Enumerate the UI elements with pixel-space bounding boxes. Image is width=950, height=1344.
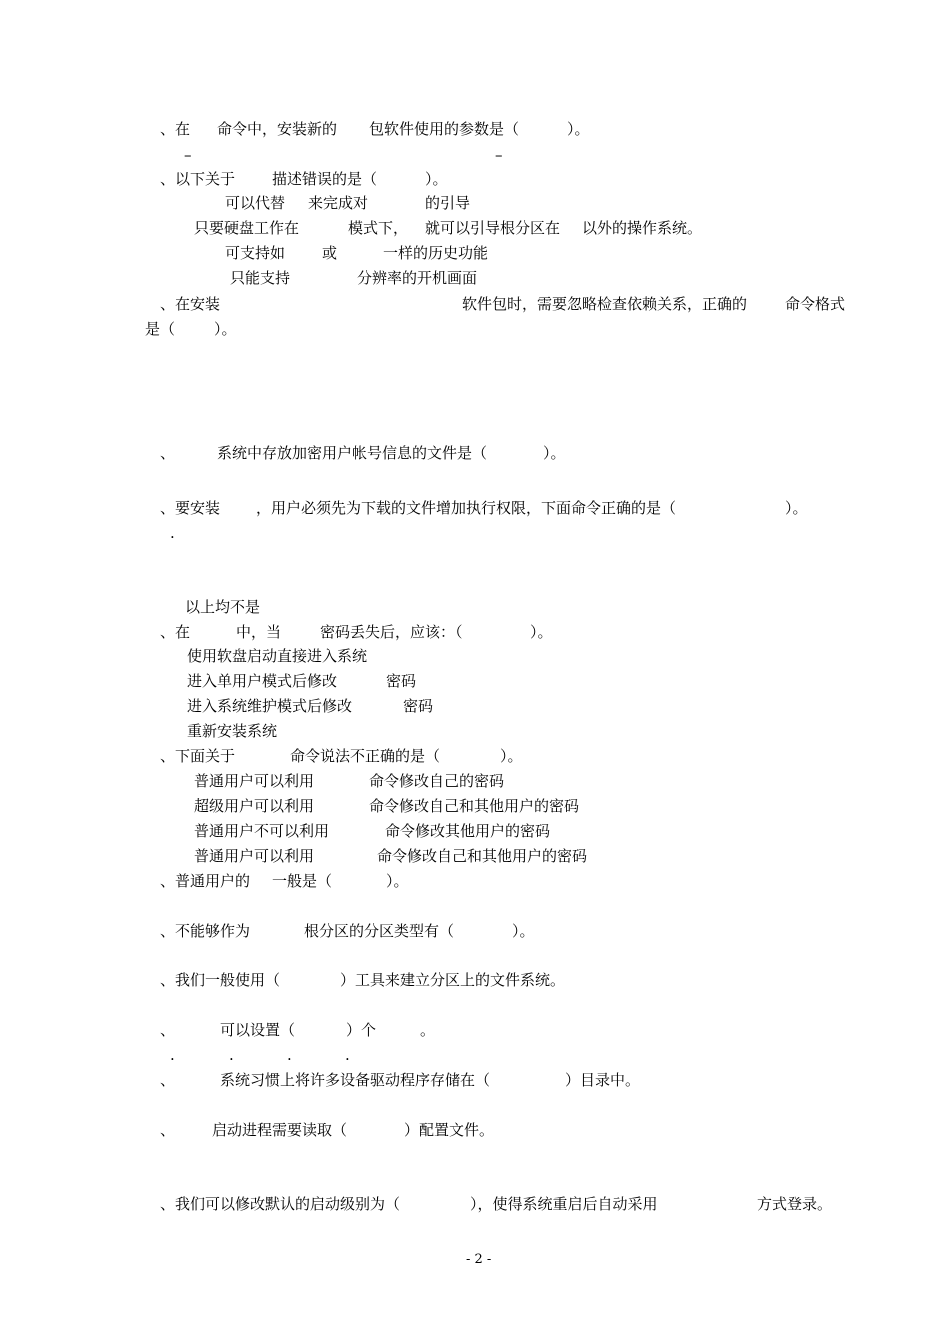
- text-segment: 命令中，安装新的: [217, 120, 338, 138]
- text-segment: 分辨率的开机画面: [357, 269, 478, 287]
- text-segment: .: [287, 1046, 292, 1064]
- text-segment: 根分区的分区类型有（: [304, 922, 455, 940]
- text-segment: .: [345, 1046, 350, 1064]
- text-segment: 进入系统维护模式后修改: [187, 697, 353, 715]
- text-segment: 、在: [160, 120, 191, 138]
- text-segment: 软件包时，需要忽略检查依赖关系，正确的: [462, 295, 748, 313]
- text-segment: .: [170, 1046, 175, 1064]
- text-segment: 命令修改自己和其他用户的密码: [369, 797, 580, 815]
- text-segment: .: [229, 1046, 234, 1064]
- text-segment: 只能支持: [230, 269, 291, 287]
- text-segment: 、: [160, 1071, 176, 1089]
- text-segment: 来完成对: [308, 194, 369, 212]
- text-segment: –: [184, 146, 192, 164]
- text-segment: ）。: [425, 170, 448, 188]
- text-segment: ）。: [785, 499, 808, 517]
- text-segment: 描述错误的是（: [272, 170, 378, 188]
- text-segment: 可以设置（: [220, 1021, 296, 1039]
- text-segment: 或: [322, 244, 338, 262]
- page-number: - 2 -: [466, 1252, 492, 1267]
- text-segment: 一般是（: [272, 872, 333, 890]
- text-segment: 普通用户不可以利用: [194, 822, 330, 840]
- text-segment: 、下面关于: [160, 747, 236, 765]
- text-segment: ）。: [567, 120, 590, 138]
- text-segment: 以外的操作系统。: [582, 219, 703, 237]
- text-segment: 、不能够作为: [160, 922, 251, 940]
- text-segment: ）目录中。: [565, 1071, 641, 1089]
- text-segment: 方式登录。: [757, 1195, 833, 1213]
- text-segment: 密码: [403, 697, 434, 715]
- text-segment: 、在: [160, 623, 191, 641]
- text-segment: 、在安装: [160, 295, 221, 313]
- text-segment: ）。: [543, 444, 566, 462]
- text-segment: 普通用户可以利用: [194, 772, 315, 790]
- text-segment: .: [170, 524, 175, 542]
- text-segment: 模式下，: [348, 219, 409, 237]
- text-segment: 、普通用户的: [160, 872, 251, 890]
- text-segment: 命令修改自己和其他用户的密码: [377, 847, 588, 865]
- text-segment: 、我们可以修改默认的启动级别为（: [160, 1195, 401, 1213]
- text-segment: 普通用户可以利用: [194, 847, 315, 865]
- text-segment: 启动进程需要读取（: [212, 1121, 348, 1139]
- text-segment: ）个: [346, 1021, 377, 1039]
- text-segment: 、以下关于: [160, 170, 236, 188]
- text-segment: 超级用户可以利用: [194, 797, 315, 815]
- text-segment: 中，当: [236, 623, 282, 641]
- text-segment: ）。: [386, 872, 409, 890]
- text-segment: 就可以引导根分区在: [425, 219, 561, 237]
- text-segment: –: [495, 146, 503, 164]
- text-segment: 重新安装系统: [187, 722, 278, 740]
- text-segment: ）配置文件。: [404, 1121, 495, 1139]
- text-segment: 命令修改自己的密码: [369, 772, 505, 790]
- text-segment: ）。: [530, 623, 553, 641]
- text-segment: 命令说法不正确的是（: [290, 747, 441, 765]
- text-segment: 系统习惯上将许多设备驱动程序存储在（: [220, 1071, 491, 1089]
- text-segment: 、: [160, 1121, 176, 1139]
- text-segment: 、: [160, 444, 176, 462]
- text-segment: 包软件使用的参数是（: [369, 120, 520, 138]
- text-segment: ）。: [500, 747, 523, 765]
- text-segment: 使用软盘启动直接进入系统: [187, 647, 368, 665]
- text-segment: 是（: [145, 320, 176, 338]
- text-segment: 的引导: [425, 194, 471, 212]
- text-segment: ），使得系统重启后自动采用: [470, 1195, 658, 1213]
- text-segment: 以上均不是: [185, 598, 261, 616]
- text-segment: ）。: [214, 320, 237, 338]
- text-segment: ，用户必须先为下载的文件增加执行权限，下面命令正确的是（: [256, 499, 677, 517]
- text-segment: 可以代替: [225, 194, 286, 212]
- text-segment: 密码丢失后，应该：（: [320, 623, 463, 641]
- text-segment: 、我们一般使用（: [160, 971, 281, 989]
- text-segment: ）工具来建立分区上的文件系统。: [340, 971, 566, 989]
- text-segment: 系统中存放加密用户帐号信息的文件是（: [217, 444, 488, 462]
- text-segment: 可支持如: [225, 244, 286, 262]
- text-segment: 、: [160, 1021, 176, 1039]
- text-segment: 进入单用户模式后修改: [187, 672, 338, 690]
- text-segment: 命令修改其他用户的密码: [385, 822, 551, 840]
- text-segment: 一样的历史功能: [383, 244, 489, 262]
- text-segment: 只要硬盘工作在: [194, 219, 300, 237]
- text-segment: 、要安装: [160, 499, 221, 517]
- text-segment: 密码: [386, 672, 417, 690]
- text-segment: 。: [420, 1021, 436, 1039]
- text-segment: ）。: [512, 922, 535, 940]
- text-segment: 命令格式: [785, 295, 846, 313]
